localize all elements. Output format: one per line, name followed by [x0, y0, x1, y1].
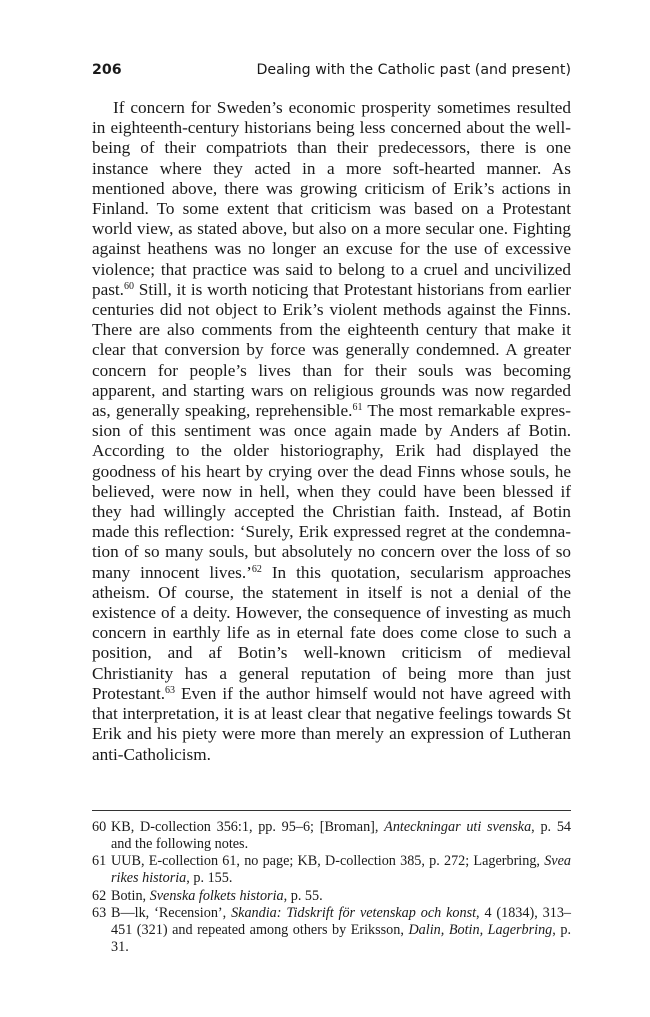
footnote-title: Skandia: Tidskrift för vetenskap och konst [231, 904, 477, 921]
footnote-number: 63 [92, 904, 107, 921]
footnote-title: Svenska folkets historia [149, 887, 284, 904]
footnote-text: B—lk, ‘Recension’, [111, 904, 232, 921]
footnote-item [92, 819, 571, 853]
footnote-divider [92, 810, 571, 811]
running-head-title: Dealing with the Catholic past (and present) [256, 62, 571, 78]
footnote-item [92, 888, 571, 905]
footnote-ref: 62 [251, 563, 262, 575]
text-segment: In this quotation, secularism approaches atheism. Of course, the statement in itself is not a denial of the existence of a deity. However, the consequence of investing as much concern in earthly life as in eternal fate does come close to such a position, and af Botin’s well-known criticism of medieval Christianity has a general reputation of being more than just Protestant. [92, 562, 571, 703]
footnote-number: 60 [92, 818, 107, 835]
footnote-title: Anteckningar uti svenska [384, 818, 532, 835]
footnote-number: 62 [92, 887, 107, 904]
text-segment: Even if the author himself would not have agreed with that interpretation, it is at least clear that negative feelings towards St Erik and his piety were more than merely an expression of Lutheran anti-Catholicism. [92, 683, 571, 764]
footnote-text: , p. 155. [186, 870, 233, 887]
footnote-text: , p. 54 and the following notes. [111, 818, 572, 852]
paragraph [92, 98, 571, 765]
page-number: 206 [92, 62, 122, 78]
footnote-ref: 61 [352, 402, 363, 414]
footnote-title: Svea rikes historia [111, 853, 571, 887]
footnote-ref: 63 [165, 685, 176, 697]
footnote-text: Botin, [111, 887, 150, 904]
footnote-text: KB, D-collection 356:1, pp. 95–6; [Broman], [111, 818, 385, 835]
footnote-title: Dalin, Botin, Lagerbring [408, 921, 553, 938]
body-text [92, 98, 571, 765]
book-page [92, 62, 571, 956]
text-segment: Still, it is worth noticing that Protestant historians from earlier centuries did not object to Erik’s violent methods against the Finns. There are also comments from the eighteenth century that make it clear that conversion by force was generally condemned. A greater concern for people’s lives than for their souls was becoming apparent, and starting wars on religious grounds was now regarded as, generally speaking, reprehensible. [92, 279, 571, 421]
footnote-number: 61 [92, 853, 107, 870]
footnote-text: , p. 55. [283, 887, 323, 904]
footnote-text: , 4 (1834), 313–451 (321) and repeated among others by Eriksson, [111, 904, 572, 938]
text-segment: The most remarkable expression of this sentiment was once again made by Anders af Botin. According to the older historiography, Erik had displayed the goodness of his heart by crying over the dead Finns whose souls, he believed, were now in hell, when they could have been blessed if they had willingly accepted the Christian faith. Instead, af Botin made this reflection: ‘Surely, Erik expressed regret at the condemnation of so many souls, but absolutely no concern over the loss of so many innocent lives.’ [92, 401, 571, 582]
footnotes [92, 819, 571, 957]
footnote-text: UUB, E-collection 61, no page; KB, D-collection 385, p. 272; Lagerbring, [111, 853, 545, 870]
footnote-item [92, 905, 571, 957]
footnote-ref: 60 [123, 281, 134, 293]
running-head [92, 62, 571, 84]
footnote-item [92, 853, 571, 887]
footnote-text: , p. 31. [111, 921, 571, 956]
text-segment: If concern for Sweden’s economic prosperity sometimes resulted in eighteenth-century historians being less concerned about the well-being of their compatriots than their predecessors, there is one instance where they acted in a more soft-hearted manner. As mentioned above, there was growing criticism of Erik’s actions in Finland. To some extent that criticism was based on a Protestant world view, as stated above, but also on a more secular one. Fighting against heathens was no longer an excuse for the use of excessive violence; that practice was said to belong to a cruel and uncivilized past. [92, 98, 571, 299]
